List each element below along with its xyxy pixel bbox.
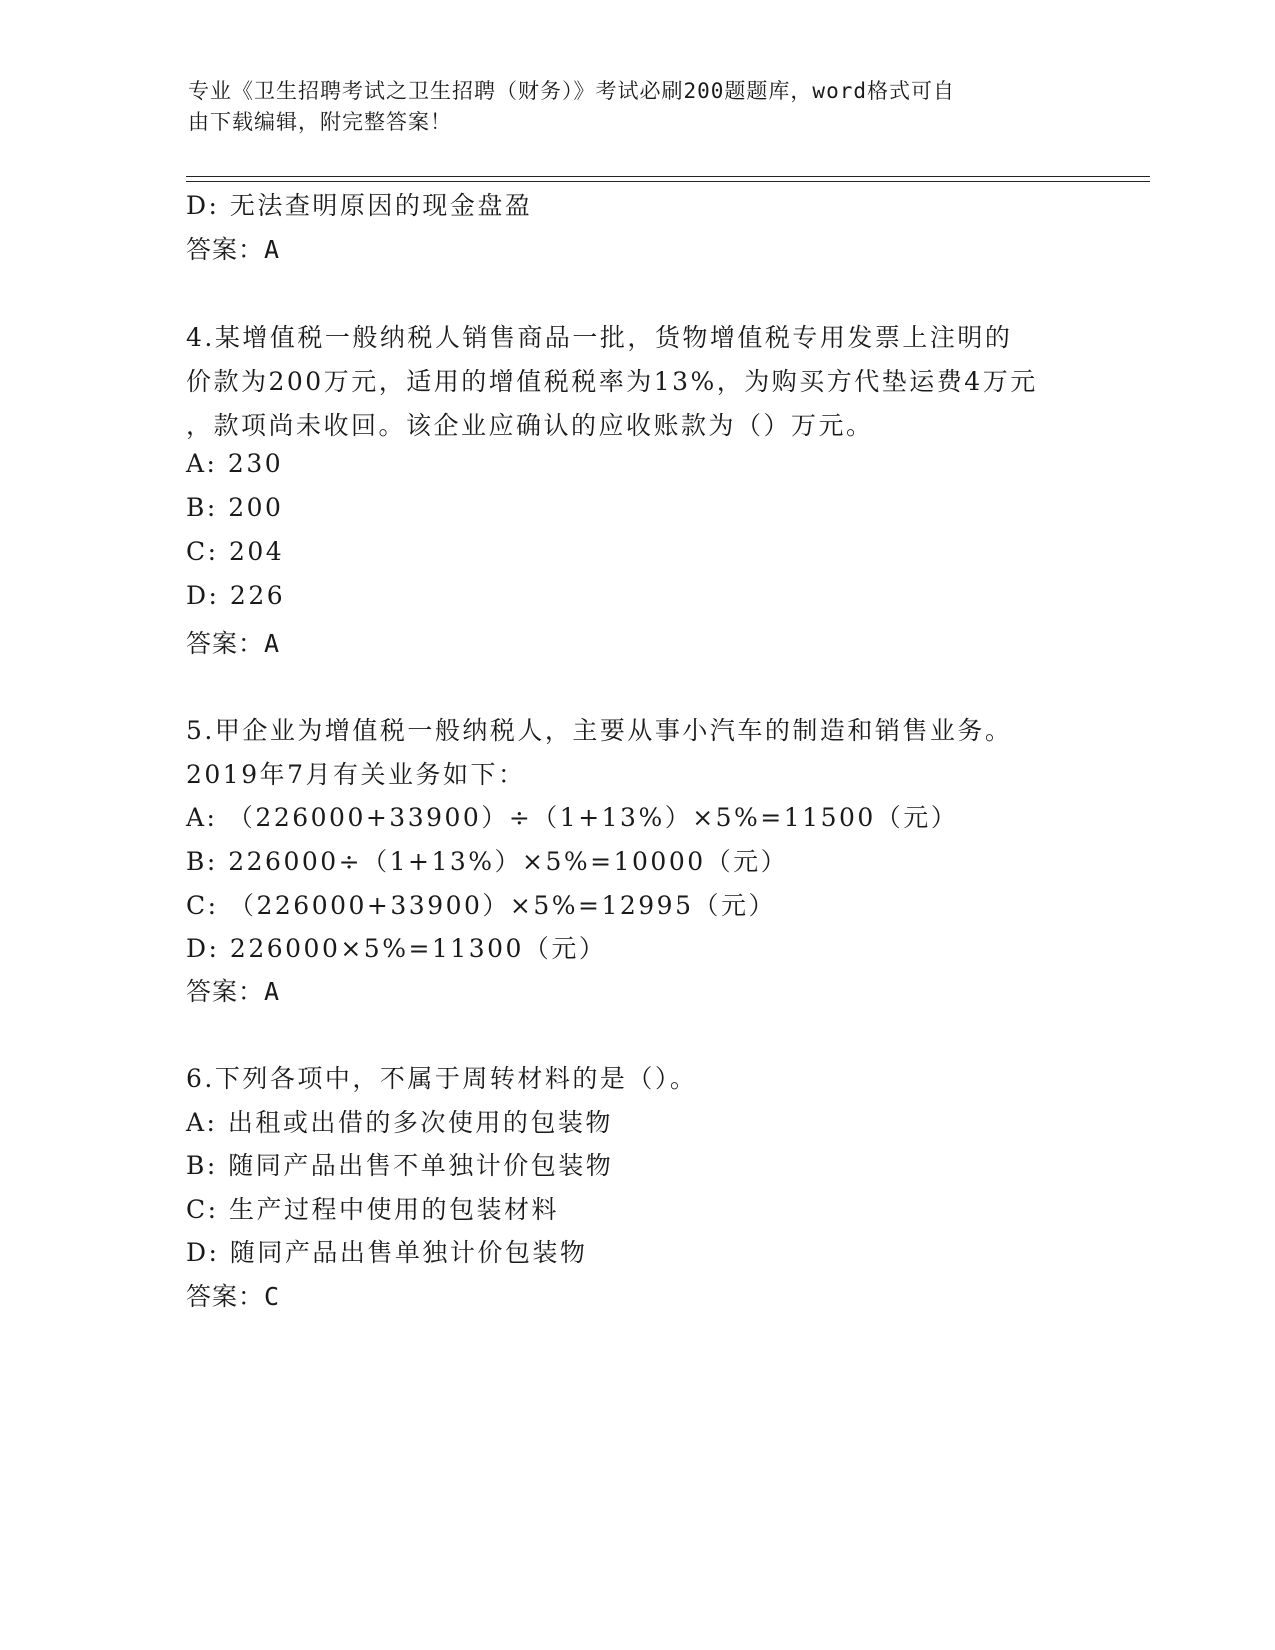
q5-option-d: D: 226000×5%=11300（元） [186,934,607,963]
document-header [188,76,1068,138]
q6-option-d: D: 随同产品出售单独计价包装物 [186,1238,588,1267]
q4-option-a: A: 230 [186,449,284,478]
q4-option-c: C: 204 [186,537,285,566]
q6-option-a: A: 出租或出借的多次使用的包装物 [186,1108,613,1137]
q5-stem-line-1: 5.甲企业为增值税一般纳税人，主要从事小汽车的制造和销售业务。 [186,716,1013,745]
header-rule-bottom [186,181,1150,182]
q6-option-b: B: 随同产品出售不单独计价包装物 [186,1151,614,1180]
q4-stem-line-1: 4.某增值税一般纳税人销售商品一批，货物增值税专用发票上注明的 [186,323,1013,352]
q4-option-d: D: 226 [186,581,286,610]
q4-stem-line-2: 价款为200万元，适用的增值税税率为13%，为购买方代垫运费4万元 [186,367,1038,396]
header-line-2: 由下载编辑，附完整答案！ [188,110,452,134]
q3-option-d: D: 无法查明原因的现金盘盈 [186,191,533,220]
q6-stem-line-1: 6.下列各项中，不属于周转材料的是（）。 [186,1064,698,1093]
q5-answer: 答案：A [186,977,281,1006]
q4-option-b: B: 200 [186,493,284,522]
header-rule-top [186,176,1150,177]
q4-answer: 答案：A [186,629,281,658]
q5-option-a: A: （226000+33900）÷（1+13%）×5%=11500（元） [186,803,959,832]
q4-stem-line-3: ，款项尚未收回。该企业应确认的应收账款为（）万元。 [186,411,874,440]
q6-answer: 答案：C [186,1282,281,1311]
header-line-1: 专业《卫生招聘考试之卫生招聘（财务）》考试必刷200题题库，word格式可自 [188,79,955,103]
q5-stem-line-2: 2019年7月有关业务如下： [186,760,526,789]
q5-option-c: C: （226000+33900）×5%=12995（元） [186,891,776,920]
q5-option-b: B: 226000÷（1+13%）×5%=10000（元） [186,847,789,876]
q3-answer: 答案：A [186,235,281,264]
q6-option-c: C: 生产过程中使用的包装材料 [186,1195,559,1224]
